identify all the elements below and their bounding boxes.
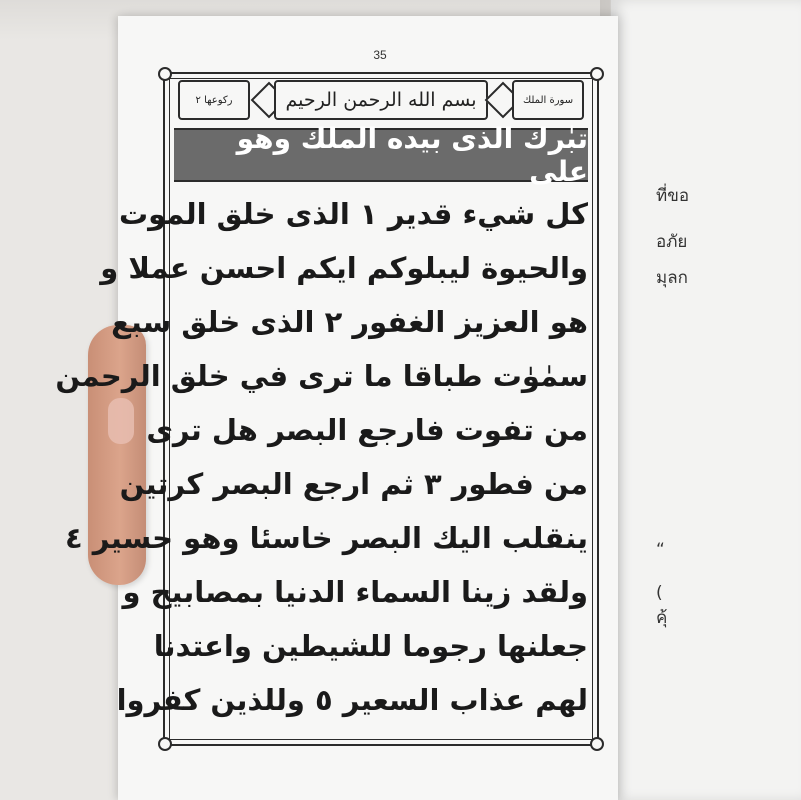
facing-page-text-3: มุลก: [656, 268, 688, 288]
facing-page-text-2: อภัย: [656, 232, 688, 252]
verse-line: ينقلب اليك البصر خاسئا وهو حسير ٤: [64, 521, 588, 555]
verse-line: ولقد زينا السماء الدنيا بمصابيح و: [122, 575, 588, 609]
page-number: 35: [373, 48, 387, 62]
ornament-corner-icon: [590, 737, 604, 751]
verse-line: جعلنها رجوما للشيطين واعتدنا: [153, 629, 588, 663]
thumb-nail: [108, 398, 134, 444]
facing-page-text-4: “: [656, 540, 665, 560]
facing-page-text-1: ที่ขอ: [656, 186, 690, 206]
ornament-corner-icon: [158, 67, 172, 81]
verse-line: هو العزيز الغفور ٢ الذى خلق سبع: [111, 305, 588, 339]
verse-line: من فطور ٣ ثم ارجع البصر كرتين: [119, 467, 588, 501]
facing-page-text-5: (: [656, 583, 663, 603]
ornament-corner-icon: [590, 67, 604, 81]
ornament-corner-icon: [158, 737, 172, 751]
verse-line: سمٰوٰت طباقا ما ترى في خلق الرحمن: [55, 359, 588, 393]
verse-line: من تفوت فارجع البصر هل ترى: [146, 413, 588, 447]
ruku-cartouche: ركوعها ٢: [178, 80, 250, 120]
verse-line: والحيوة ليبلوكم ايكم احسن عملا و: [100, 251, 588, 285]
verse-line: كل شيء قدير ١ الذى خلق الموت: [118, 197, 588, 231]
facing-page: [610, 0, 801, 800]
surah-header: [174, 80, 588, 120]
verse-line: لهم عذاب السعير ٥ وللذين كفروا: [116, 683, 588, 717]
first-line-band: تبٰرك الذى بيده الملك وهو على: [174, 128, 588, 182]
facing-page-text-6: คุ้: [656, 608, 668, 628]
surah-name-cartouche: سورة الملك: [512, 80, 584, 120]
basmala-cartouche: بسم الله الرحمن الرحيم: [274, 80, 488, 120]
